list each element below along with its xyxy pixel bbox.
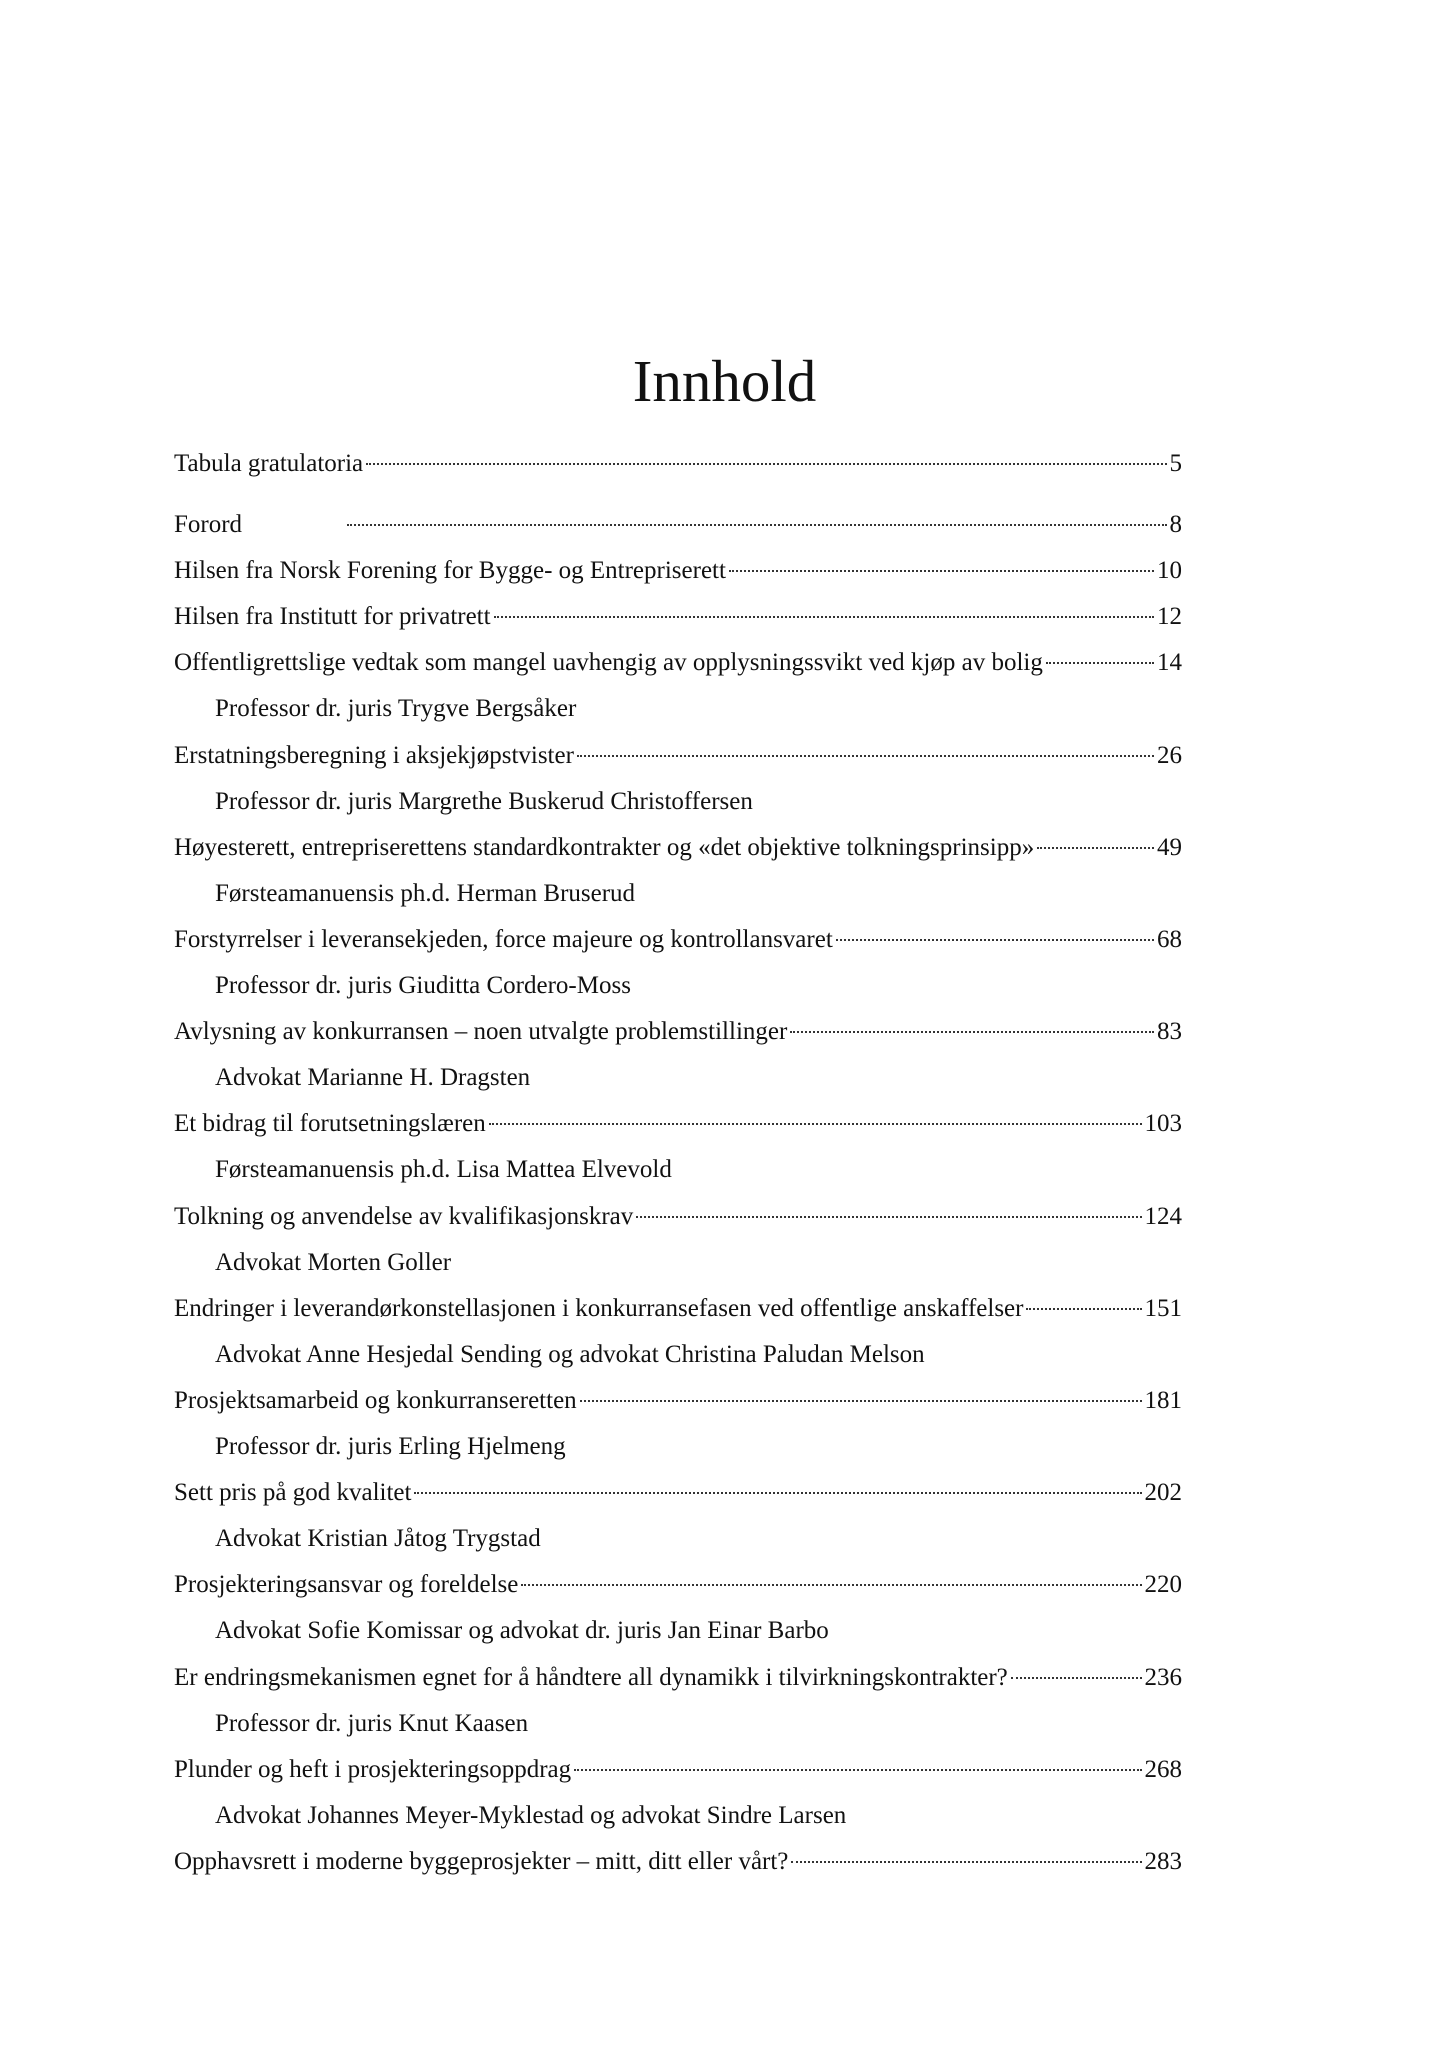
toc-author: Advokat Marianne H. Dragsten bbox=[215, 1064, 531, 1092]
toc-page-number: 268 bbox=[1144, 1755, 1182, 1783]
dot-leader bbox=[489, 1122, 1142, 1125]
toc-entry-title: Plunder og heft i prosjekteringsoppdrag bbox=[174, 1755, 572, 1783]
toc-entry-title: Tabula gratulatoria bbox=[174, 450, 364, 477]
toc-entry-title: Et bidrag til forutsetningslæren bbox=[174, 1110, 486, 1138]
toc-page-number: 12 bbox=[1157, 603, 1182, 631]
toc-entry[interactable] bbox=[174, 646, 1182, 680]
toc-page-number: 26 bbox=[1157, 741, 1182, 769]
toc-entry[interactable] bbox=[174, 508, 1182, 542]
toc-entry-title: Opphavsrett i moderne byggeprosjekter – mitt, ditt eller vårt? bbox=[174, 1847, 789, 1875]
dot-leader bbox=[1011, 1676, 1142, 1679]
toc-entry[interactable] bbox=[174, 1015, 1182, 1049]
toc-entry[interactable] bbox=[174, 1568, 1182, 1602]
dot-leader bbox=[521, 1583, 1141, 1586]
toc-entry[interactable] bbox=[174, 1292, 1182, 1326]
dot-leader bbox=[1026, 1307, 1141, 1310]
page-title: Innhold bbox=[632, 348, 817, 414]
toc-entry-title: Hilsen fra Norsk Forening for Bygge- og Entrepriserett bbox=[174, 557, 726, 585]
toc-entry[interactable] bbox=[174, 1384, 1182, 1418]
toc-author: Professor dr. juris Margrethe Buskerud Christoffersen bbox=[215, 787, 753, 815]
toc-author: Førsteamanuensis ph.d. Lisa Mattea Elvevold bbox=[215, 1156, 672, 1184]
toc-author: Advokat Anne Hesjedal Sending og advokat Christina Paludan Melson bbox=[215, 1340, 925, 1368]
toc-entry-title: Prosjekteringsansvar og foreldelse bbox=[174, 1571, 519, 1599]
dot-leader bbox=[577, 754, 1154, 757]
toc-page-number: 124 bbox=[1144, 1202, 1182, 1230]
dot-leader bbox=[636, 1215, 1141, 1218]
toc-page-number: 83 bbox=[1157, 1018, 1182, 1046]
toc-page-number: 5 bbox=[1169, 450, 1182, 477]
toc-author: Professor dr. juris Giuditta Cordero-Moss bbox=[215, 972, 631, 999]
toc-author: Advokat Johannes Meyer-Myklestad og advokat Sindre Larsen bbox=[215, 1801, 847, 1829]
toc-author: Førsteamanuensis ph.d. Herman Bruserud bbox=[215, 879, 636, 907]
toc-entry[interactable] bbox=[174, 1845, 1182, 1879]
toc-page-number: 283 bbox=[1144, 1847, 1182, 1875]
toc-page-number: 151 bbox=[1144, 1294, 1182, 1322]
dot-leader bbox=[836, 938, 1154, 941]
dot-leader bbox=[791, 1860, 1141, 1863]
toc-page-number: 103 bbox=[1144, 1110, 1182, 1138]
toc-entry-title: Avlysning av konkurransen – noen utvalgte problemstillinger bbox=[174, 1018, 788, 1046]
toc-page-number: 236 bbox=[1144, 1663, 1182, 1691]
dot-leader bbox=[1037, 846, 1154, 849]
toc-page-number: 68 bbox=[1157, 925, 1182, 953]
dot-leader bbox=[414, 1491, 1141, 1494]
toc-entry-title: Endringer i leverandørkonstellasjonen i konkurransefasen ved offentlige anskaffelser bbox=[174, 1294, 1024, 1322]
dot-leader bbox=[790, 1030, 1154, 1033]
toc-entry-title: Forord bbox=[174, 511, 243, 538]
toc-entry-title: Erstatningsberegning i aksjekjøpstvister bbox=[174, 741, 574, 769]
toc-entry[interactable] bbox=[174, 554, 1182, 588]
dot-leader bbox=[729, 569, 1154, 572]
dot-leader bbox=[574, 1768, 1141, 1771]
dot-leader bbox=[494, 615, 1154, 618]
toc-page-number: 49 bbox=[1157, 833, 1182, 861]
toc-author: Advokat Kristian Jåtog Trygstad bbox=[215, 1525, 541, 1553]
table-of-contents bbox=[174, 0, 1182, 2048]
toc-entry-title: Sett pris på god kvalitet bbox=[174, 1479, 412, 1507]
toc-page-number: 14 bbox=[1157, 649, 1182, 677]
toc-entry[interactable] bbox=[174, 1107, 1182, 1141]
dot-leader bbox=[347, 523, 1167, 526]
dot-leader bbox=[1046, 661, 1154, 664]
toc-entry[interactable] bbox=[174, 1200, 1182, 1234]
toc-entry-title: Er endringsmekanismen egnet for å håndtere all dynamikk i tilvirkningskontrakter? bbox=[174, 1663, 1008, 1691]
toc-page-number: 10 bbox=[1157, 557, 1182, 585]
toc-entry-title: Hilsen fra Institutt for privatrett bbox=[174, 603, 491, 631]
toc-entry-title: Prosjektsamarbeid og konkurranseretten bbox=[174, 1386, 577, 1414]
toc-author: Professor dr. juris Knut Kaasen bbox=[215, 1709, 529, 1737]
toc-entry[interactable] bbox=[174, 1476, 1182, 1510]
toc-page-number: 202 bbox=[1144, 1479, 1182, 1507]
toc-entry-title: Tolkning og anvendelse av kvalifikasjonskrav bbox=[174, 1202, 634, 1230]
toc-entry-title: Høyesterett, entrepriserettens standardkontrakter og «det objektive tolkningsprinsipp» bbox=[174, 833, 1035, 861]
toc-entry[interactable] bbox=[174, 447, 1182, 481]
toc-entry[interactable] bbox=[174, 1753, 1182, 1787]
toc-entry-title: Offentligrettslige vedtak som mangel uavhengig av opplysningssvikt ved kjøp av bolig bbox=[174, 649, 1043, 677]
dot-leader bbox=[366, 462, 1166, 465]
toc-author: Advokat Sofie Komissar og advokat dr. juris Jan Einar Barbo bbox=[215, 1617, 829, 1645]
toc-entry[interactable] bbox=[174, 1661, 1182, 1695]
toc-entry[interactable] bbox=[174, 923, 1182, 957]
toc-author: Advokat Morten Goller bbox=[215, 1248, 452, 1276]
toc-author: Professor dr. juris Trygve Bergsåker bbox=[215, 695, 577, 723]
toc-page-number: 8 bbox=[1169, 511, 1182, 538]
toc-entry[interactable] bbox=[174, 739, 1182, 773]
toc-entry[interactable] bbox=[174, 600, 1182, 634]
toc-entry-title: Forstyrrelser i leveransekjeden, force majeure og kontrollansvaret bbox=[174, 925, 833, 953]
toc-entry[interactable] bbox=[174, 831, 1182, 865]
toc-author: Professor dr. juris Erling Hjelmeng bbox=[215, 1433, 566, 1460]
toc-page-number: 181 bbox=[1144, 1386, 1182, 1414]
dot-leader bbox=[580, 1399, 1142, 1402]
toc-page-number: 220 bbox=[1144, 1571, 1182, 1599]
